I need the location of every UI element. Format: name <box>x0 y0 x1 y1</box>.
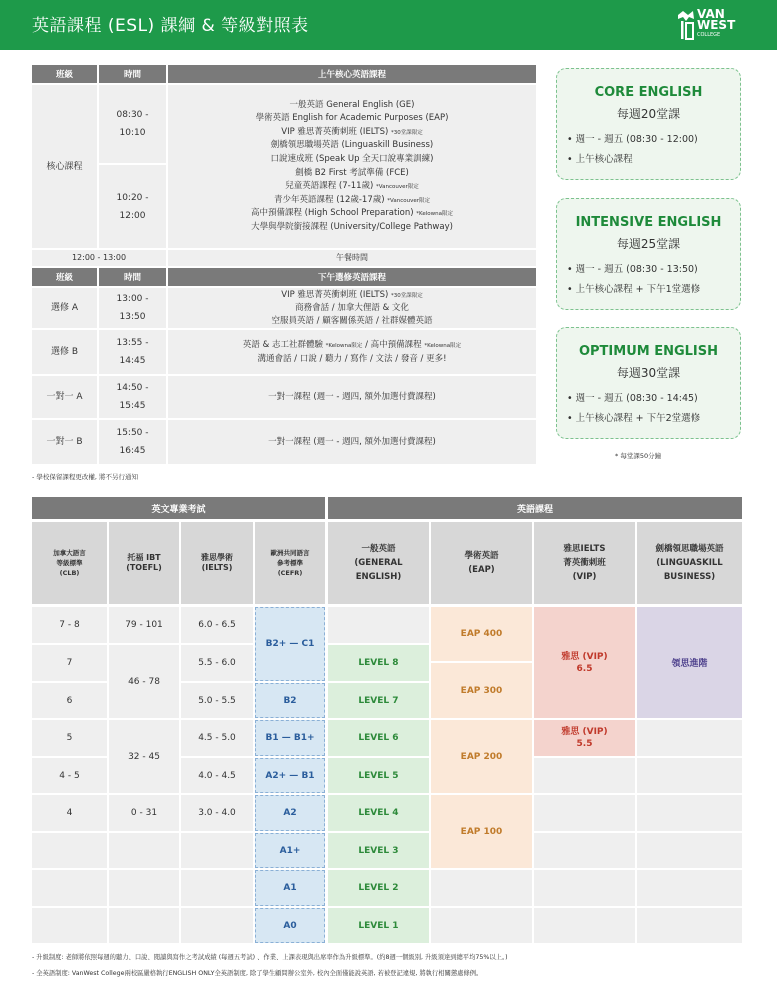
vip-cell: 雅思 (VIP) 5.5 <box>534 720 635 756</box>
col-head-class: 班級 <box>32 65 97 83</box>
toefl-cell: 0 - 31 <box>109 795 179 831</box>
cards-note: * 每堂課50分鐘 <box>615 452 662 460</box>
ge-level-cell: LEVEL 1 <box>328 908 429 943</box>
course-line: 青少年英語課程 (12歲-17歲) *Vancouver限定 <box>274 194 430 205</box>
linguaskill-cell-empty <box>637 758 742 793</box>
ge-cell-empty <box>328 607 429 643</box>
clb-cell: 5 <box>32 720 107 756</box>
course-line: 劍橋 B2 First 考試準備 (FCE) <box>295 167 409 178</box>
clb-cell-empty <box>32 870 107 906</box>
card-intensive-english <box>556 198 741 310</box>
ielts-cell: 5.5 - 6.0 <box>181 645 253 681</box>
course-line: VIP 雅思菁英衝刺班 (IELTS) *30堂課限定 <box>281 126 423 137</box>
lunch-label: 午餐時間 <box>168 250 536 266</box>
course-line: 學術英語 English for Academic Purposes (EAP) <box>255 113 449 124</box>
clb-cell: 7 - 8 <box>32 607 107 643</box>
card-bullet: • 上午核心課程 <box>567 154 633 165</box>
page-title: 英語課程 (ESL) 課綱 & 等級對照表 <box>32 16 309 36</box>
card-title: OPTIMUM ENGLISH <box>578 344 719 359</box>
eap-cell-empty <box>431 908 532 943</box>
ielts-cell-empty <box>181 870 253 906</box>
elective-a-courses: VIP 雅思菁英衝刺班 (IELTS) *30堂課限定 商務會話 / 加拿大俚語 & 文化 空服員英語 / 顧客關係英語 / 社群媒體英語 <box>168 288 536 328</box>
clb-cell-empty <box>32 833 107 868</box>
one-on-one-b-label: 一對一 B <box>32 420 97 464</box>
ge-level-cell: LEVEL 5 <box>328 758 429 793</box>
clb-cell: 6 <box>32 683 107 718</box>
eap-cell: EAP 200 <box>431 720 532 793</box>
eap-cell-empty <box>431 870 532 906</box>
col-head-time-2: 時間 <box>99 268 166 286</box>
clb-cell: 4 - 5 <box>32 758 107 793</box>
eap-cell: EAP 100 <box>431 795 532 868</box>
ielts-cell: 4.5 - 5.0 <box>181 720 253 756</box>
col-head-time: 時間 <box>99 65 166 83</box>
linguaskill-cell-empty <box>637 908 742 943</box>
vip-cell-empty <box>534 833 635 868</box>
eap-cell: EAP 400 <box>431 607 532 661</box>
toefl-cell-empty <box>109 908 179 943</box>
col-head-clb: 加拿大語言 等級標準 (CLB) <box>32 522 107 604</box>
card-bullet: • 上午核心課程 + 下午2堂選修 <box>567 413 701 424</box>
cefr-cell: A1+ <box>255 833 325 868</box>
course-line: 口說速成班 (Speak Up 全天口說專業訓練) <box>270 153 434 164</box>
linguaskill-cell-empty <box>637 795 742 831</box>
card-title: INTENSIVE ENGLISH <box>575 215 722 230</box>
logo-text-van: VAN <box>697 7 725 21</box>
course-line: 一般英語 General English (GE) <box>289 99 415 110</box>
vip-cell: 雅思 (VIP) 6.5 <box>534 607 635 718</box>
cefr-cell: B2+ — C1 <box>255 607 325 681</box>
one-on-one-a-desc: 一對一課程 (週一 - 週四, 額外加選付費課程) <box>168 376 536 418</box>
core-time-1: 08:30 - 10:10 <box>99 85 166 163</box>
header-bar <box>0 0 777 50</box>
card-bullet: • 週一 - 週五 (08:30 - 14:45) <box>567 393 698 404</box>
lunch-time: 12:00 - 13:00 <box>32 250 166 266</box>
one-on-one-a-time: 14:50 - 15:45 <box>99 376 166 418</box>
course-line: 劍橋領思職場英語 (Linguaskill Business) <box>270 140 434 151</box>
elective-a-time: 13:00 - 13:50 <box>99 288 166 328</box>
toefl-cell: 46 - 78 <box>109 645 179 718</box>
card-lessons: 每週20堂課 <box>616 107 681 121</box>
ielts-cell-empty <box>181 833 253 868</box>
cefr-cell: B2 <box>255 683 325 718</box>
ge-level-cell: LEVEL 2 <box>328 870 429 906</box>
group-head-exams: 英文專業考試 <box>32 497 325 519</box>
linguaskill-cell: 領思進階 <box>637 607 742 718</box>
core-course-list <box>168 85 536 248</box>
elective-a-label: 選修 A <box>32 288 97 328</box>
ielts-cell: 3.0 - 4.0 <box>181 795 253 831</box>
one-on-one-b-desc: 一對一課程 (週一 - 週四, 額外加選付費課程) <box>168 420 536 464</box>
toefl-cell-empty <box>109 870 179 906</box>
col-head-vip: 雅思IELTS 菁英衝刺班 (VIP) <box>534 522 635 604</box>
clb-cell-empty <box>32 908 107 943</box>
ielts-cell-empty <box>181 908 253 943</box>
col-head-class-2: 班級 <box>32 268 97 286</box>
core-time-2: 10:20 - 12:00 <box>99 165 166 248</box>
cefr-cell: A0 <box>255 908 325 943</box>
col-head-afternoon: 下午選修英語課程 <box>168 268 536 286</box>
cefr-cell: A2 <box>255 795 325 831</box>
logo-text-west: WEST <box>697 18 736 32</box>
card-bullet: • 週一 - 週五 (08:30 - 13:50) <box>567 264 698 275</box>
col-head-ielts: 雅思學術 (IELTS) <box>181 522 253 604</box>
vip-cell-empty <box>534 758 635 793</box>
ge-level-cell: LEVEL 3 <box>328 833 429 868</box>
card-bullet: • 上午核心課程 + 下午1堂選修 <box>567 284 701 295</box>
core-label: 核心課程 <box>32 85 97 248</box>
card-core-english <box>556 68 741 180</box>
clb-cell: 4 <box>32 795 107 831</box>
ge-level-cell: LEVEL 7 <box>328 683 429 718</box>
clb-cell: 7 <box>32 645 107 681</box>
linguaskill-cell-empty <box>637 870 742 906</box>
elective-b-label: 選修 B <box>32 330 97 374</box>
vip-cell-empty <box>534 870 635 906</box>
vanwest-logo <box>675 7 745 43</box>
group-head-courses: 英語課程 <box>328 497 742 519</box>
col-head-cefr: 歐洲共同語言 參考標準 (CEFR) <box>255 522 325 604</box>
ge-level-cell: LEVEL 4 <box>328 795 429 831</box>
col-head-eap: 學術英語 (EAP) <box>431 522 532 604</box>
logo-tree-icon <box>675 9 697 41</box>
ge-level-cell: LEVEL 6 <box>328 720 429 756</box>
card-optimum-english <box>556 327 741 439</box>
linguaskill-cell-empty <box>637 720 742 756</box>
logo-text-college: COLLEGE <box>697 32 721 38</box>
footnote-english-only: - 全英語制度: VanWest College兩校區嚴格執行ENGLISH ONLY全英語制度, 除了學生顧問辦公室外, 校內全面僅能說英語, 若被登記違規, 將執行相關懲處條例。 <box>32 970 483 977</box>
toefl-cell-empty <box>109 833 179 868</box>
col-head-general-english: 一般英語 (GENERAL ENGLISH) <box>328 522 429 604</box>
col-head-linguaskill: 劍橋領思職場英語 (LINGUASKILL BUSINESS) <box>637 522 742 604</box>
card-lessons: 每週25堂課 <box>616 237 681 251</box>
col-head-toefl: 托福 IBT (TOEFL) <box>109 522 179 604</box>
cefr-cell: A1 <box>255 870 325 906</box>
course-line: 大學與學院銜接課程 (University/College Pathway) <box>251 221 453 232</box>
one-on-one-b-time: 15:50 - 16:45 <box>99 420 166 464</box>
col-head-morning: 上午核心英語課程 <box>168 65 536 83</box>
cefr-cell: A2+ — B1 <box>255 758 325 793</box>
ielts-cell: 6.0 - 6.5 <box>181 607 253 643</box>
one-on-one-a-label: 一對一 A <box>32 376 97 418</box>
schedule-note: - 學校保留課程更改權, 將不另行通知 <box>32 473 139 481</box>
course-line: 高中預備課程 (High School Preparation) *Kelowna限定 <box>250 208 454 219</box>
ge-level-cell: LEVEL 8 <box>328 645 429 681</box>
ielts-cell: 4.0 - 4.5 <box>181 758 253 793</box>
toefl-cell: 79 - 101 <box>109 607 179 643</box>
eap-cell: EAP 300 <box>431 663 532 718</box>
card-lessons: 每週30堂課 <box>616 366 681 380</box>
elective-b-time: 13:55 - 14:45 <box>99 330 166 374</box>
card-bullet: • 週一 - 週五 (08:30 - 12:00) <box>567 134 698 145</box>
cefr-cell: B1 — B1+ <box>255 720 325 756</box>
course-line: 兒童英語課程 (7-11歲) *Vancouver限定 <box>285 181 419 192</box>
vip-cell-empty <box>534 795 635 831</box>
ielts-cell: 5.0 - 5.5 <box>181 683 253 718</box>
toefl-cell: 32 - 45 <box>109 720 179 793</box>
footnote-promotion: - 升級制度: 老師將依照每週的聽力、口說、閱讀與寫作之考試成績 (每週五考試) 、作業、上課表現與出席率作為升級標準。(約8週一個級別, 升級須達到總平均75%以上。) <box>32 954 508 961</box>
linguaskill-cell-empty <box>637 833 742 868</box>
vip-cell-empty <box>534 908 635 943</box>
card-title: CORE ENGLISH <box>594 85 703 100</box>
elective-b-courses: 英語 & 志工社群體驗 *Kelowna限定 / 高中預備課程 *Kelowna限定 溝通會話 / 口說 / 聽力 / 寫作 / 文法 / 發音 / 更多! <box>168 330 536 374</box>
